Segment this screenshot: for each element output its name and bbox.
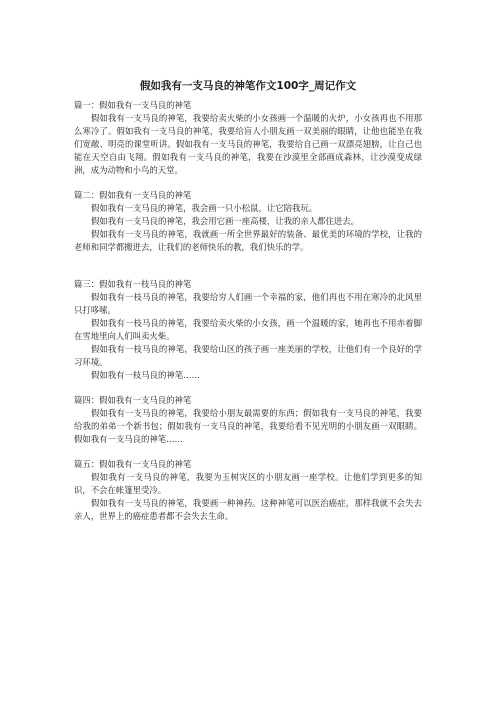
document-title: 假如我有一支马良的神笔作文100字_周记作文 [139,80,357,92]
paragraph: 假如我有一支马良的神笔，我要给小朋友最需要的东西；假如我有一支马良的神笔，我要给我的弟弟一个新书包；假如我有一支马良的神笔，我要给看不见光明的小朋友画一双眼睛。假如我有一支马良的神笔…… [74,408,422,444]
paragraph: 假如我有一枝马良的神笔…… [91,370,200,380]
paragraph: 假如我有一支马良的神笔，我就画一所全世界最好的装备、最优美的环境的学校，让我的老师和同学都搬进去，让我们的老师快乐的教，我们快乐的学。 [74,229,422,252]
section-heading: 篇二：假如我有一支马良的神笔 [74,190,192,200]
section-heading: 篇一：假如我有一支马良的神笔 [74,100,192,110]
essay-section-5 [74,458,422,523]
paragraph: 假如我有一支马良的神笔，我要为玉树灾区的小朋友画一座学校。让他们学到更多的知识，不会在帐篷里受冷。 [74,472,422,495]
paragraph: 假如我有一枝马良的神笔，我要给卖火柴的小女孩，画一个温暖的家，她再也不用赤着脚在雪地里向人们叫卖火柴。 [74,318,422,341]
section-heading: 篇五：假如我有一支马良的神笔 [74,459,192,469]
paragraph: 假如我有一支马良的神笔，我要画一种神药。这种神笔可以医治癌症，那样我就不会失去亲人，世界上的癌症患者都不会失去生命。 [74,498,422,521]
paragraph: 假如我有一枝马良的神笔，我要给穷人们画一个幸福的家，他们再也不用在寒冷的北风里只打哆嗦。 [74,292,422,315]
paragraph: 假如我有一支马良的神笔，我会画一只小松鼠，让它陪我玩。 [91,203,318,213]
essay-section-3 [74,278,422,382]
document-body [74,99,422,523]
essay-section-2 [74,189,422,254]
paragraph: 假如我有一支马良的神笔，我要给卖火柴的小女孩画一个温暖的火炉，小女孩再也不用那么寒冷了。假如我有一支马良的神笔，我要给盲人小朋友画一双美丽的眼睛，让他也能坐在我们宽敞、明亮的课堂听讲。假如我有一支马良的神笔，我要给自己画一双漂亮翅膀，让自己也能在天空自由飞翔。假如我有一支马良的神笔，我要在沙漠里全部画成森林，让沙漠变成绿洲，成为动物和小鸟的天堂。 [74,113,422,175]
section-heading: 篇三：假如我有一枝马良的神笔 [74,279,192,289]
paragraph: 假如我有一枝马良的神笔，我要给山区的孩子画一座美丽的学校，让他们有一个良好的学习环境。 [74,344,422,367]
paragraph: 假如我有一支马良的神笔，我会用它画一座高楼，让我的亲人都住进去。 [91,216,359,226]
essay-section-1 [74,99,422,177]
section-heading: 篇四：假如我有一支马良的神笔 [74,395,192,405]
essay-section-4 [74,394,422,446]
